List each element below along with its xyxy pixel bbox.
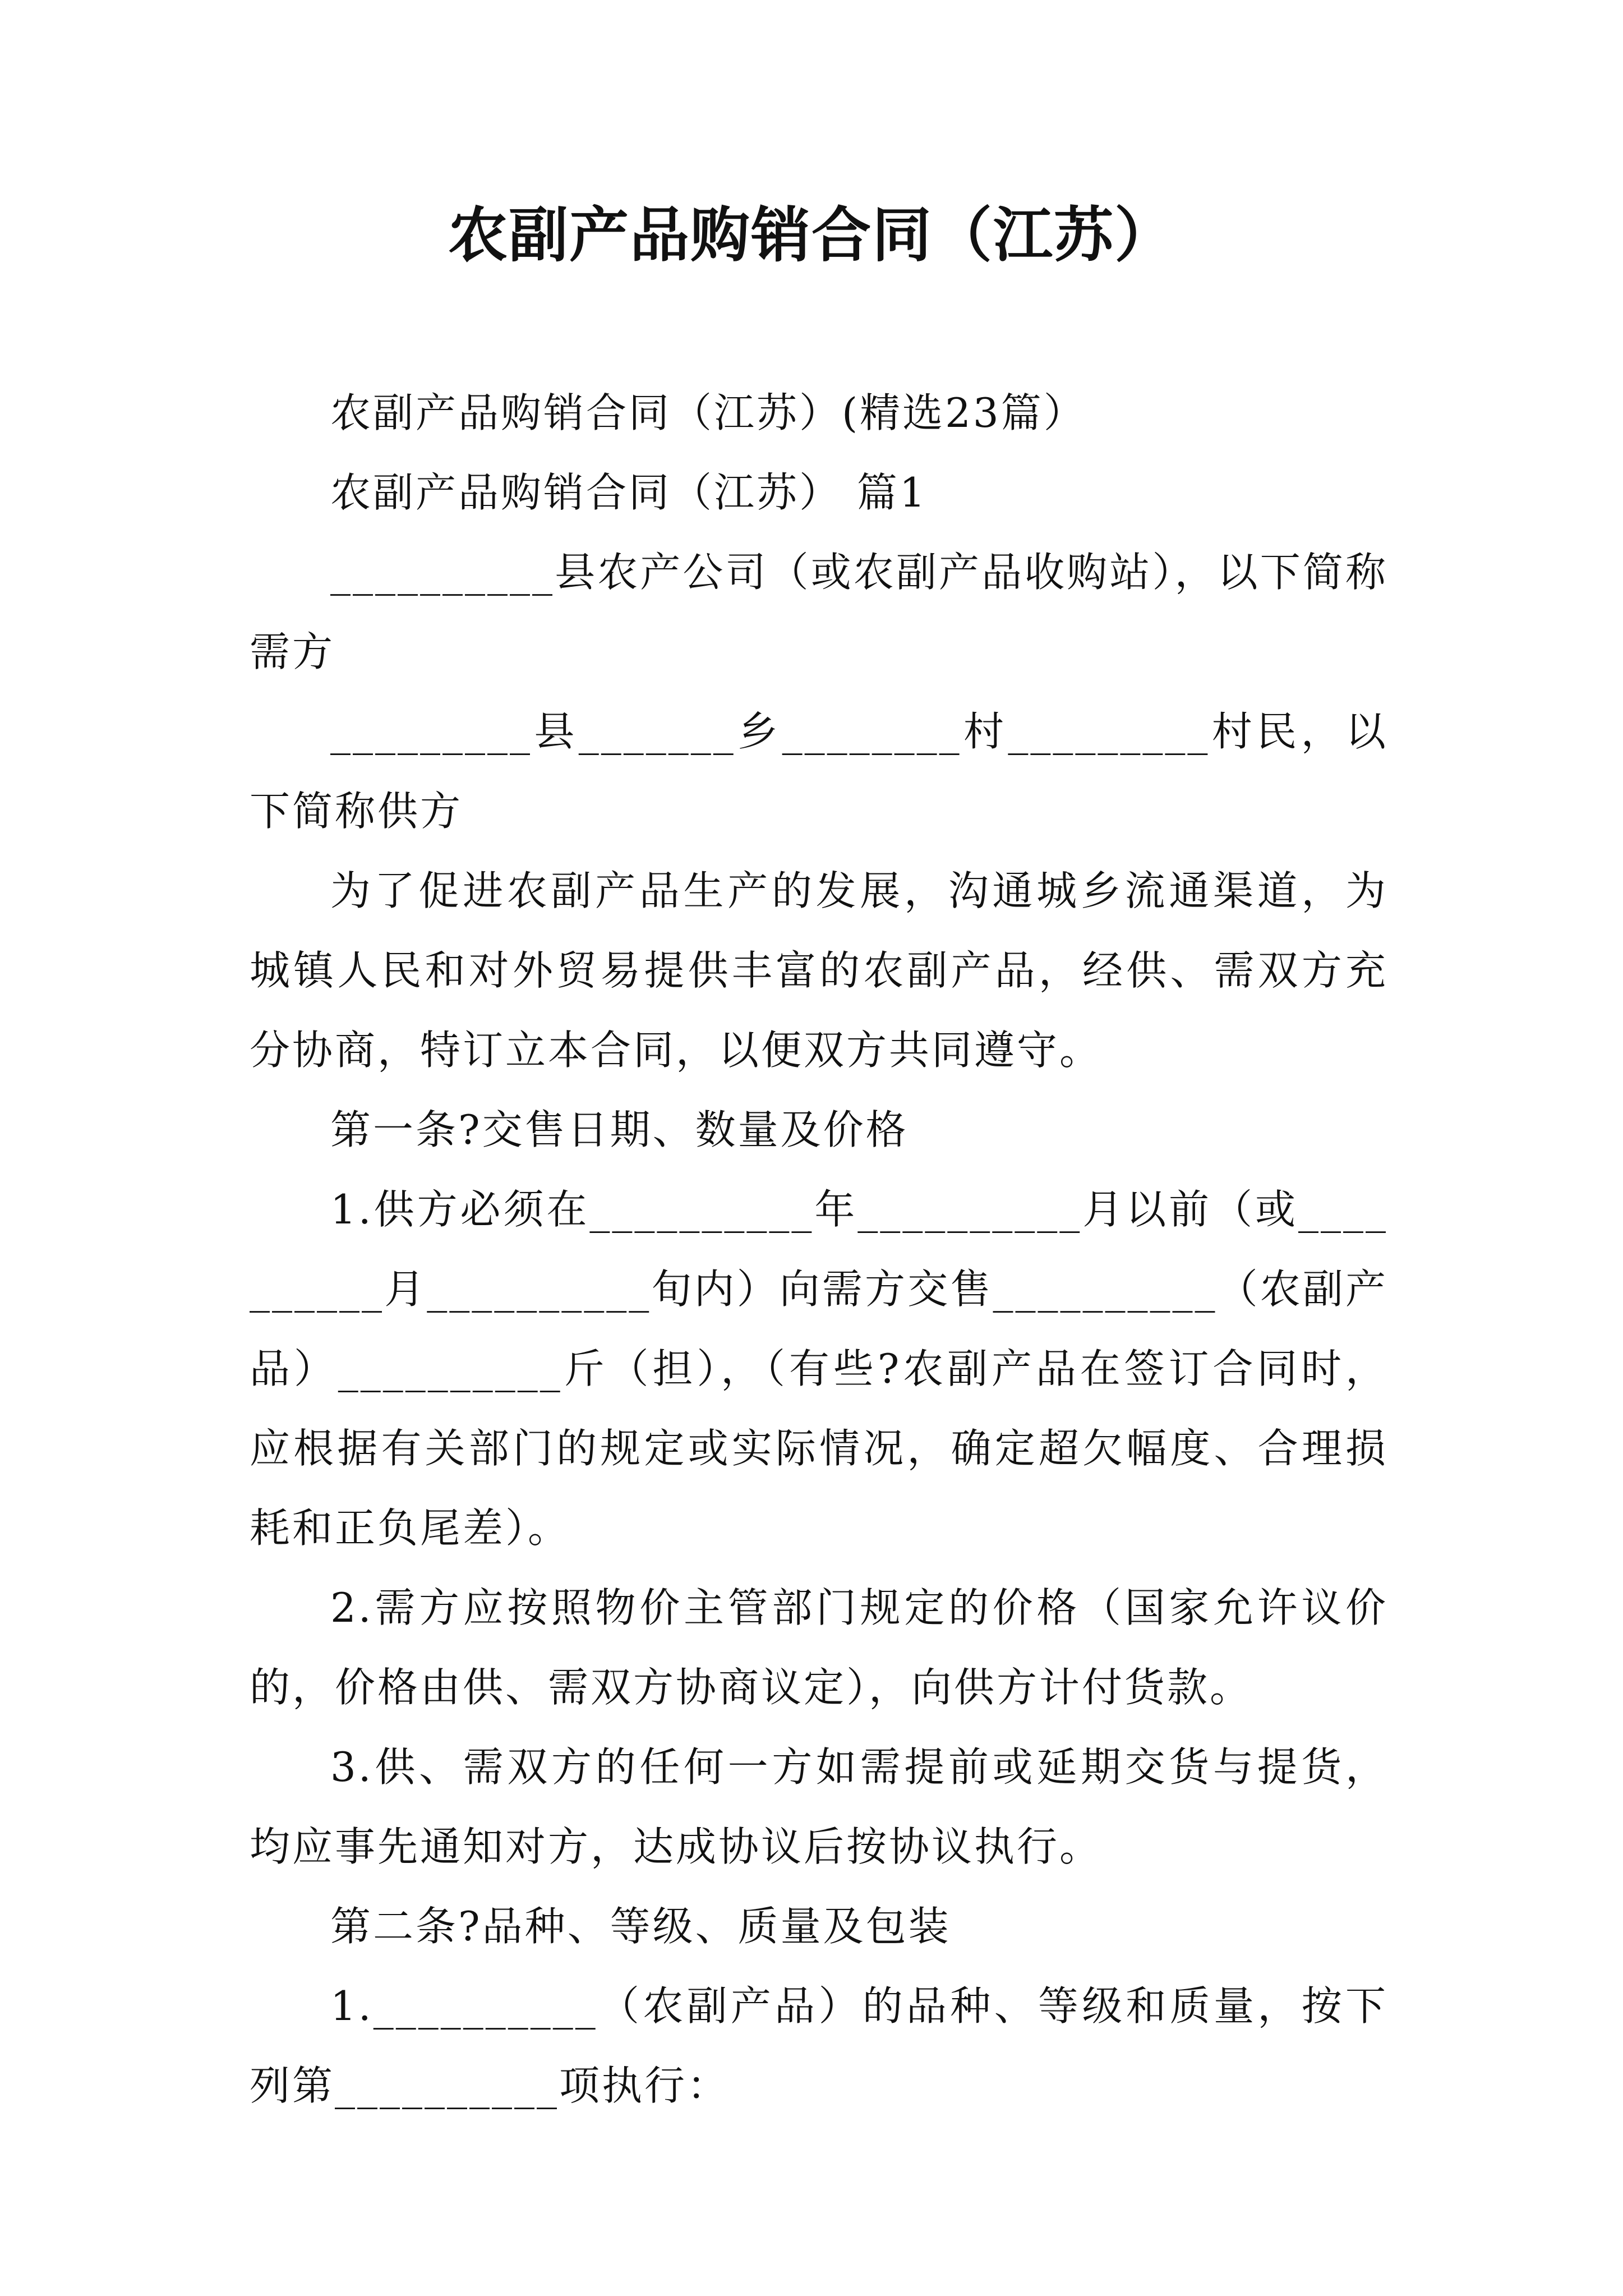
paragraph-subtitle: 农副产品购销合同（江苏）(精选23篇） (330, 389, 1086, 436)
paragraph-seller: _________县_______乡________村_________村民，以下简称供方 (250, 708, 1388, 835)
paragraph-section-heading: 农副产品购销合同（江苏） 篇1 (330, 469, 928, 516)
paragraph-preamble: 为了促进农副产品生产的发展，沟通城乡流通渠道，为城镇人民和对外贸易提供丰富的农副产品，经供、需双方充分协商，特订立本合同，以便双方共同遵守。 (250, 867, 1388, 1074)
paragraph-article-1-heading: 第一条?交售日期、数量及价格 (330, 1106, 909, 1153)
document-title: 农副产品购销合同（江苏） (448, 200, 1175, 270)
paragraph-article-2-heading: 第二条?品种、等级、质量及包装 (330, 1903, 951, 1950)
paragraph-buyer: __________县农产公司（或农副产品收购站），以下简称需方 (250, 549, 1388, 675)
paragraph-article-2-item-1: 1.__________（农副产品）的品种、等级和质量，按下列第__________项执行： (250, 1982, 1388, 2109)
paragraph-article-1-item-2: 2.需方应按照物价主管部门规定的价格（国家允许议价的，价格由供、需双方协商议定），向供方计付货款。 (250, 1584, 1388, 1711)
paragraph-article-1-item-1: 1.供方必须在__________年__________月以前（或__________月__________旬内）向需方交售__________（农副产品）__________斤（担），（有些?农副产品在签订合同时，应根据有关部门的规定或实际情况，确定超欠幅度、合理损耗和正负尾差）。 (250, 1186, 1388, 1552)
paragraph-article-1-item-3: 3.供、需双方的任何一方如需提前或延期交货与提货，均应事先通知对方，达成协议后按协议执行。 (250, 1743, 1388, 1870)
document-body (250, 373, 1388, 2125)
